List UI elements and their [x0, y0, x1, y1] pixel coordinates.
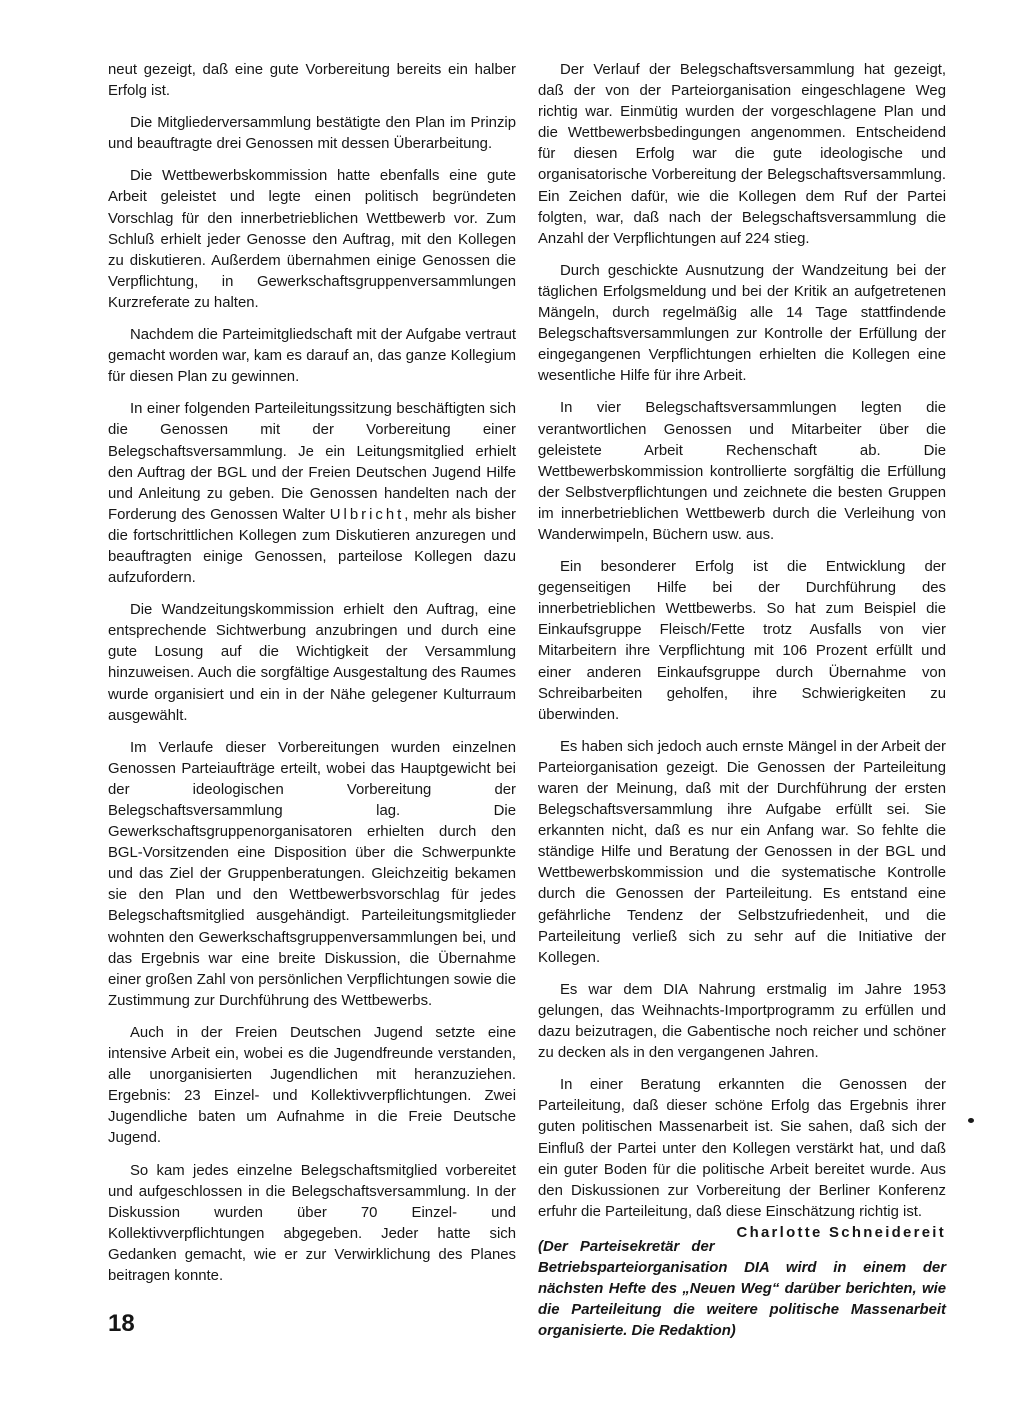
paragraph: neut gezeigt, daß eine gute Vorbereitung bereits ein halber Erfolg ist. — [108, 62, 516, 100]
author-signature: Charlotte Schneidereit — [736, 1224, 946, 1241]
person-name: Ulbricht — [329, 506, 405, 523]
paragraph: Es war dem DIA Nahrung erstmalig im Jahre 1953 gelungen, das Weihnachts-Importprogramm zu erfüllen und dazu beizutragen, die Gabentische noch reicher und schöner zu decken als in den vergangenen Jahren. — [538, 981, 946, 1062]
paragraph-text: , mehr als bisher die fortschrittlichen Kollegen zum Diskutieren anzuregen und beauftragten einige Genossen, parteilose Kollegen dazu aufzufordern. — [108, 506, 516, 587]
paragraph: Nachdem die Parteimitgliedschaft mit der Aufgabe vertraut gemacht worden war, kam es darauf an, das ganze Kollegium für diesen Plan zu gewinnen. — [108, 327, 516, 386]
paragraph: Die Mitgliederversammlung bestätigte den Plan im Prinzip und beauftragte drei Genossen mit dessen Überarbeitung. — [108, 115, 516, 153]
paragraph-text: In einer Beratung erkannten die Genossen der Parteileitung, daß dieser schöne Erfolg das Ergebnis ihrer guten politischen Massenarbeit ist. Sie sahen, daß sich der Einfluß der Partei unter den Kollegen verstärkt hat, und daß ein guter Boden für die politische Arbeit bereitet wurde. Aus den Diskussionen zur Vorbereitung der Berliner Konferenz erfuhr die Parteileitung, daß diese Einschätzung richtig ist. — [538, 1077, 946, 1220]
paragraph: Es haben sich jedoch auch ernste Mängel in der Arbeit der Parteiorganisation gezeigt. Die Genossen der Parteileitung waren der Meinung, daß mit der Durchführung der ersten Belegschaftsversammlung ihre Aufgabe erfüllt sei. Sie erkannten nicht, daß es nur ein Anfang war. So fehlte die ständige Hilfe und Beratung der Genossen in der BGL und Wettbewerbskommission und die systematische Kontrolle durch die Genossen der Parteileitung. Es entstand eine gefährliche Tendenz der Selbstzufriedenheit, und die Parteileitung verließ sich zu sehr auf die Initiative der Kollegen. — [538, 738, 946, 966]
paragraph: Auch in der Freien Deutschen Jugend setzte eine intensive Arbeit ein, wobei es die Jugendfreunde verstanden, alle unorganisierten Jugendlichen mit heranzuziehen. Ergebnis: 23 Einzel- und Kollektivverpflichtungen. Zwei Jugendliche baten um Aufnahme in die Freie Deutsche Jugend. — [108, 1024, 516, 1147]
right-column — [538, 60, 946, 1353]
paragraph: Die Wandzeitungskommission erhielt den Auftrag, eine entsprechende Sichtwerbung anzubringen und durch eine gute Losung auf die Wichtigkeit der Versammlung hinzuweisen. Auch die sorgfältige Ausgestaltung des Raumes wurde organisiert und ein in der Nähe gelegener Kulturraum ausgewählt. — [108, 602, 516, 724]
paragraph — [108, 399, 516, 589]
paragraph: Ein besonderer Erfolg ist die Entwicklung der gegenseitigen Hilfe bei der Durchführung des innerbetrieblichen Wettbewerbs. So hat zum Beispiel die Einkaufsgruppe Fleisch/Fette trotz Ausfalls von vier Mitarbeitern ihre Verpflichtung mit 106 Prozent erfüllt und einer anderen Einkaufsgruppe durch Übernahme von Schreibarbeiten geholfen, ihre Schwierigkeiten zu überwinden. — [538, 559, 946, 723]
paragraph: Im Verlaufe dieser Vorbereitungen wurden einzelnen Genossen Parteiaufträge erteilt, wobei das Hauptgewicht bei der ideologischen Vorbereitung der Belegschaftsversammlung lag. Die Gewerkschaftsgruppenorganisatoren erhielten durch den BGL-Vorsitzenden eine Disposition über die Schwerpunkte und das Ziel der Gruppenberatungen. Gleichzeitig bekamen sie den Plan und den Wettbewerbsvorschlag für jedes Belegschaftsmitglied ausgehändigt. Parteileitungsmitglieder wohnten den Gewerkschaftsgruppenversammlungen bei, und das Ergebnis war eine breite Diskussion, die Übernahme einer großen Zahl von persönlichen Verpflichtungen sowie die Zustimmung zur Durchführung des Wettbewerbs. — [108, 739, 516, 1009]
paragraph: So kam jedes einzelne Belegschaftsmitglied vorbereitet und aufgeschlossen in die Belegschaftsversammlung. In der Diskussion wurden über 70 Einzel- und Kollektivverpflichtungen abgegeben. Jeder hatte sich Gedanken gemacht, wie er zur Verwirklichung des Planes beitragen konnte. — [108, 1162, 516, 1284]
paragraph — [538, 1075, 946, 1241]
paragraph: Der Verlauf der Belegschaftsversammlung hat gezeigt, daß der von der Parteiorganisation eingeschlagene Weg richtig war. Einmütig wurden der vorgeschlagene Plan und die Wettbewerbsbedingungen angenommen. Entscheidend für diesen Erfolg war die gute ideologische und organisatorische Vorbereitung der Belegschaftsversammlung. Ein Zeichen dafür, wie die Kollegen dem Ruf der Partei folgten, war, daß nach der Belegschaftsversammlung die Anzahl der Verpflichtungen auf 224 stieg. — [538, 62, 946, 247]
paragraph-text: In einer folgenden Parteileitungssitzung beschäftigten sich die Genossen mit der Vorbereitung einer Belegschaftsversammlung. Je ein Leitungsmitglied erhielt den Auftrag der BGL und der Freien Deutschen Jugend Hilfe und Anleitung zu geben. Die Genossen handelten nach der Forderung des Genossen Walter — [108, 401, 516, 523]
paragraph: In vier Belegschaftsversammlungen legten die verantwortlichen Genossen und Mitarbeiter über die geleistete Arbeit Rechenschaft ab. Die Wettbewerbskommission kontrollierte sorgfältig die Erfüllung der Selbstverpflichtungen und zeichnete die besten Gruppen im innerbetrieblichen Wettbewerb durch die Verleihung von Wanderwimpeln, Büchern usw. aus. — [538, 400, 946, 543]
page-number: 18 — [108, 1310, 135, 1337]
paragraph: Die Wettbewerbskommission hatte ebenfalls eine gute Arbeit geleistet und legte einen politisch begründeten Vorschlag für den innerbetrieblichen Wettbewerb vor. Zum Schluß erhielt jeder Genosse den Auftrag, mit den Kollegen zu diskutieren. Außerdem übernahmen einige Genossen die Verpflichtung, in Gewerkschaftsgruppenversammlungen Kurzreferate zu halten. — [108, 168, 516, 311]
paragraph: Durch geschickte Ausnutzung der Wandzeitung bei der täglichen Erfolgsmeldung und bei der Kritik an aufgetretenen Mängeln, durch regelmäßig alle 14 Tage stattfindende Belegschaftsversammlungen zur Kontrolle der Erfüllung der eingegangenen Verpflichtungen erhielten die Kollegen eine wesentliche Hilfe für ihre Arbeit. — [538, 262, 946, 385]
editorial-note: (Der Parteisekretär der Betriebsparteiorganisation DIA wird in einem der nächsten Hefte des „Neuen Weg“ darüber berichten, wie die Parteileitung die weitere politische Massenarbeit organisierte. Die Redaktion) — [538, 1238, 946, 1340]
left-column — [108, 60, 516, 1298]
margin-dot — [968, 1118, 974, 1123]
